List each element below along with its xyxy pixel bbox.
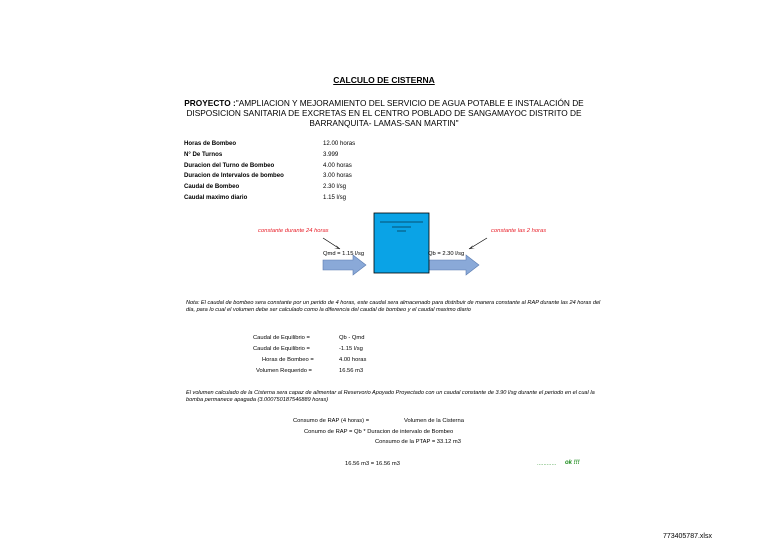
equilibrium-label: Caudal de Equilibrio =	[253, 346, 310, 352]
param-label: Caudal de Bombeo	[184, 183, 240, 190]
volume-label: Volumen Requerido =	[256, 368, 312, 374]
right-pointer-line	[469, 238, 487, 249]
page-title: CALCULO DE CISTERNA	[333, 75, 435, 85]
project-label: PROYECTO :	[184, 98, 236, 108]
left-flow-note: constante durante 24 horas	[258, 228, 329, 234]
param-label: Caudal maximo diario	[184, 194, 248, 201]
hours-label: Horas de Bombeo =	[262, 357, 314, 363]
param-label: Duracion del Turno de Bombeo	[184, 162, 275, 169]
param-value: 3.999	[323, 151, 339, 158]
hours-value: 4.00 horas	[339, 357, 367, 363]
param-label: N° De Turnos	[184, 151, 223, 158]
consumo-rap-value: Volumen de la Cisterna	[404, 418, 464, 424]
qmd-label: Qmd = 1.15 l/sg	[323, 251, 365, 257]
consumo-rap-label: Consumo de RAP (4 horas) =	[293, 418, 370, 424]
param-value: 2.30 l/sg	[323, 183, 347, 190]
equilibrium-label: Caudal de Equilibrio =	[253, 335, 310, 341]
param-label: Horas de Bombeo	[184, 140, 237, 147]
consumo-rap-formula: Conumo de RAP = Qb * Duracion de intervalo de Bombeo	[304, 429, 454, 435]
equilibrium-value: -1.15 l/sg	[339, 346, 363, 352]
inflow-arrow	[323, 255, 366, 275]
check-equation: 16.56 m3 = 16.56 m3	[345, 461, 400, 467]
consumo-ptap: Consumo de la PTAP = 33.12 m3	[375, 439, 461, 445]
check-ok: ok !!!	[565, 460, 580, 466]
param-value: 3.00 horas	[323, 172, 352, 179]
file-name: 773405787.xlsx	[662, 533, 712, 540]
volume-value: 16.56 m3	[339, 368, 364, 374]
param-label: Duracion de Intervalos de bombeo	[184, 172, 284, 179]
note-volumen: El volumen calculado de la Cisterna sera capaz de alimentar al Reservorio Apoyado Proyectado con un caudal constante de 3.90 l/sg durante el periodo en el cual la bomba permanece apagada (3.000750187546889 horas)	[186, 390, 595, 403]
param-value: 12.00 horas	[323, 140, 356, 147]
note-bombeo: Nota: El caudal de bombeo sera constante por un perido de 4 horas, este caudal sera almacenado para distribuir de manera constante al RAP durante las 24 horas del dia, para lo cual el volumen debe ser calculado como la diferencia del caudal de bombeo y el caudal maximo diario	[186, 300, 601, 313]
qb-label: Qb = 2.30 l/sg	[428, 251, 465, 257]
outflow-arrow	[427, 255, 479, 275]
equilibrium-value: Qb - Qmd	[339, 335, 365, 341]
check-dots: ............	[537, 461, 557, 467]
right-flow-note: constante las 2 horas	[491, 228, 547, 234]
left-pointer-line	[323, 238, 340, 249]
param-value: 4.00 horas	[323, 162, 352, 169]
param-value: 1.15 l/sg	[323, 194, 347, 201]
project-text: "AMPLIACION Y MEJORAMIENTO DEL SERVICIO DE AGUA POTABLE E INSTALACIÓN DE DISPOSICION SANITARIA DE EXCRETAS EN EL CENTRO POBLADO DE SANGAMAYOC DISTRITO DE BARRANQUITA- LAMAS-SAN MARTIN"	[186, 98, 584, 128]
